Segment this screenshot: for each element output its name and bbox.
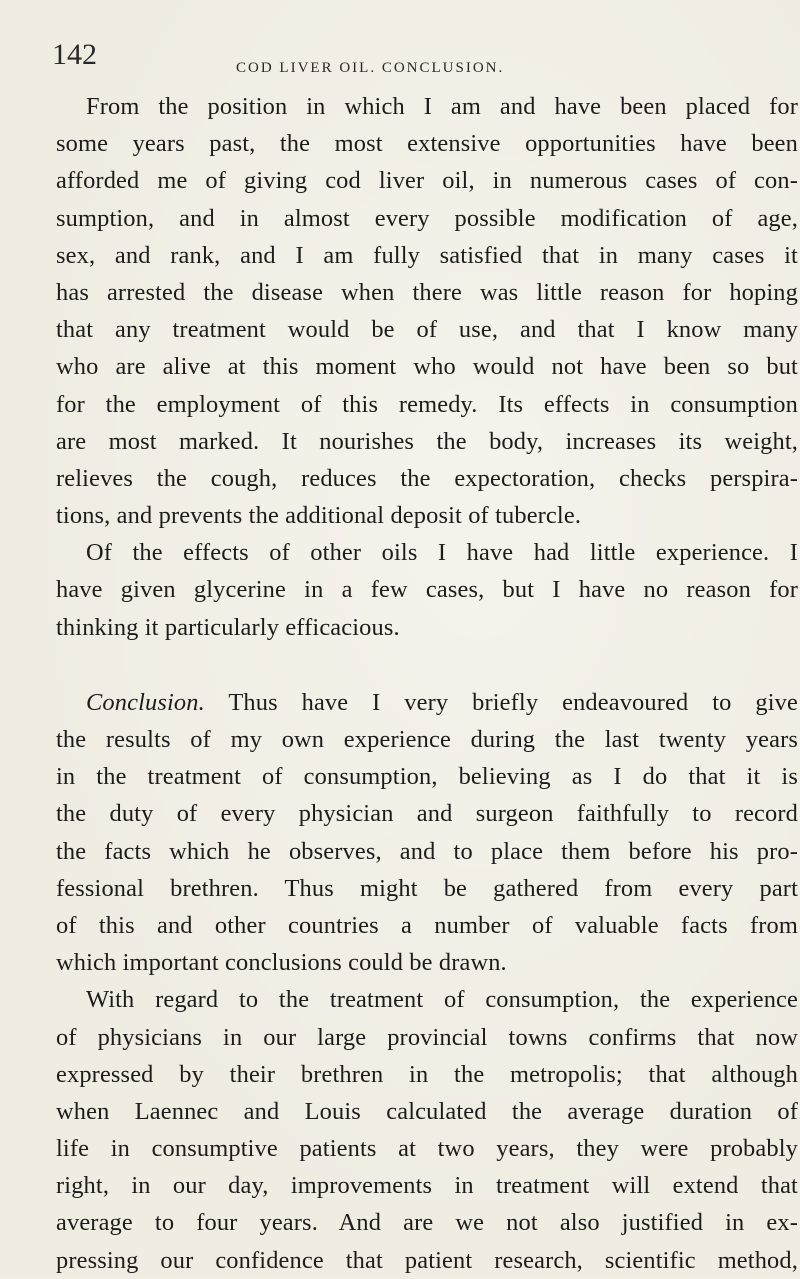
paragraph-conclusion	[56, 684, 798, 982]
text-line: who are alive at this moment who would not have been so but	[56, 353, 798, 381]
text-line: average to four years. And are we not also justified in ex-	[56, 1209, 798, 1237]
running-head: COD LIVER OIL. CONCLUSION.	[236, 60, 505, 76]
text-line: which important conclusions could be drawn.	[56, 949, 507, 977]
text-line: With regard to the treatment of consumption, the experience	[86, 986, 798, 1014]
text-line: right, in our day, improvements in treatment will extend that	[56, 1172, 798, 1200]
text-line	[56, 684, 798, 721]
text-line: sumption, and in almost every possible modification of age,	[56, 204, 798, 232]
text-line: the results of my own experience during the last twenty years	[56, 726, 798, 753]
text-line: have given glycerine in a few cases, but I have no reason for	[56, 576, 798, 604]
text-line: has arrested the disease when there was little reason for hoping	[56, 278, 798, 306]
text-line: some years past, the most extensive opportunities have been	[56, 130, 798, 158]
body-text	[56, 88, 798, 1279]
text-line: tions, and prevents the additional deposit of tubercle.	[56, 502, 582, 530]
text-line: in the treatment of consumption, believing as I do that it is	[56, 763, 798, 791]
text-line: From the position in which I am and have been placed for	[86, 93, 798, 120]
text-line: the duty of every physician and surgeon faithfully to record	[56, 800, 798, 828]
text-line: life in consumptive patients at two years, they were probably	[56, 1135, 798, 1163]
text-line: for the employment of this remedy. Its effects in consumption	[56, 390, 798, 418]
page-number: 142	[52, 38, 97, 71]
text-line: that any treatment would be of use, and that I know many	[56, 316, 798, 344]
paragraph-4	[56, 981, 798, 1279]
text-line: the facts which he observes, and to place them before his pro-	[56, 837, 798, 865]
text-line: Of the effects of other oils I have had little experience. I	[86, 539, 798, 567]
text-line: are most marked. It nourishes the body, increases its weight,	[56, 427, 798, 455]
paragraph-1	[56, 88, 798, 534]
text-line: when Laennec and Louis calculated the average duration of	[56, 1097, 798, 1125]
text-line: expressed by their brethren in the metropolis; that although	[56, 1060, 798, 1088]
section-gap	[56, 646, 798, 684]
section-heading: Conclusion.	[86, 688, 205, 716]
text-line: afforded me of giving cod liver oil, in numerous cases of con-	[56, 167, 798, 195]
text-line-rest: Thus have I very briefly endeavoured to give	[204, 688, 798, 716]
text-line: sex, and rank, and I am fully satisfied that in many cases it	[56, 241, 798, 269]
paragraph-2	[56, 534, 798, 646]
text-line: of this and other countries a number of valuable facts from	[56, 911, 798, 939]
text-line: pressing our confidence that patient research, scientific method,	[56, 1246, 798, 1274]
text-line: thinking it particularly efficacious.	[56, 613, 400, 641]
text-line: of physicians in our large provincial towns confirms that now	[56, 1023, 798, 1051]
text-line: relieves the cough, reduces the expectoration, checks perspira-	[56, 464, 798, 492]
text-line: fessional brethren. Thus might be gathered from every part	[56, 874, 798, 902]
